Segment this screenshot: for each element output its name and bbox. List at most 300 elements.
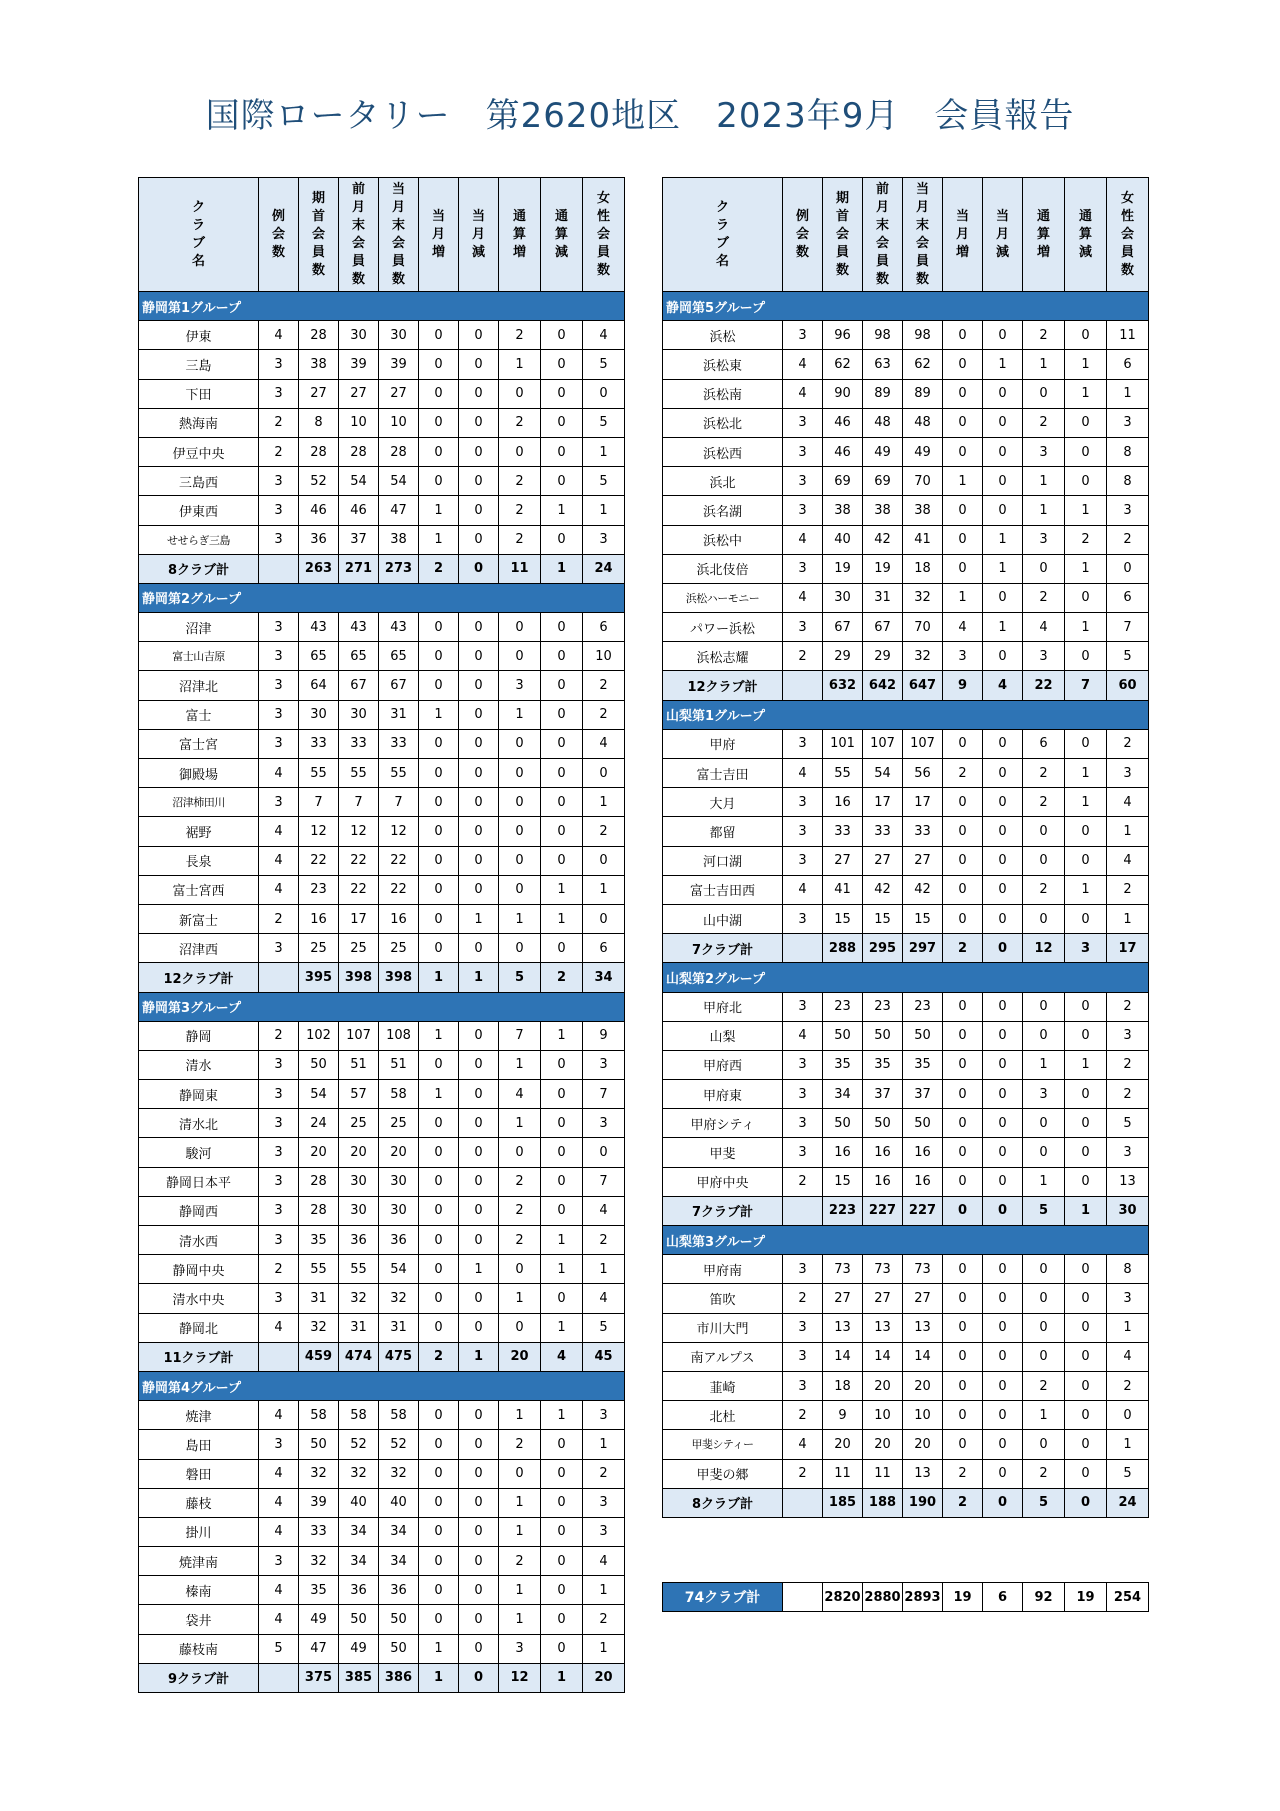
column-header: [139, 178, 259, 292]
value-cell: 0: [1065, 1459, 1107, 1488]
membership-table-right: [662, 177, 1149, 1518]
value-cell: 4: [259, 759, 299, 788]
club-name: 静岡日本平: [139, 1167, 259, 1196]
value-cell: 0: [943, 1050, 983, 1079]
value-cell: 0: [1023, 1021, 1065, 1050]
value-cell: 0: [459, 1196, 499, 1225]
value-cell: 7: [339, 788, 379, 817]
value-cell: 46: [339, 496, 379, 525]
club-name: 三島西: [139, 467, 259, 496]
value-cell: 36: [379, 1576, 419, 1605]
value-cell: 0: [983, 1021, 1023, 1050]
value-cell: 35: [299, 1576, 339, 1605]
subtotal-value: 0: [943, 1196, 983, 1225]
value-cell: 0: [1107, 554, 1149, 583]
value-cell: 9: [583, 1021, 625, 1050]
value-cell: 54: [299, 1080, 339, 1109]
value-cell: 0: [1107, 1401, 1149, 1430]
subtotal-value: 2: [541, 963, 583, 992]
value-cell: 0: [459, 613, 499, 642]
subtotal-value: 17: [1107, 934, 1149, 963]
value-cell: 1: [541, 904, 583, 933]
grand-total-value: 2880: [863, 1583, 903, 1612]
value-cell: 0: [943, 1430, 983, 1459]
value-cell: 48: [863, 408, 903, 437]
value-cell: 1: [1065, 1050, 1107, 1079]
value-cell: 1: [583, 437, 625, 466]
subtotal-value: 22: [1023, 671, 1065, 700]
table-row: [139, 934, 625, 963]
subtotal-value: 24: [1107, 1488, 1149, 1517]
value-cell: 55: [339, 759, 379, 788]
value-cell: 3: [783, 613, 823, 642]
club-name: 清水北: [139, 1109, 259, 1138]
value-cell: 50: [379, 1634, 419, 1663]
table-row: [139, 671, 625, 700]
column-header-label: 通算減: [1078, 208, 1092, 260]
column-header-label: クラブ名: [715, 199, 729, 269]
value-cell: 1: [499, 1517, 541, 1546]
value-cell: 40: [823, 525, 863, 554]
value-cell: 3: [783, 408, 823, 437]
value-cell: 2: [499, 496, 541, 525]
value-cell: 2: [783, 1401, 823, 1430]
value-cell: 0: [943, 846, 983, 875]
value-cell: 3: [259, 1080, 299, 1109]
value-cell: 0: [943, 1401, 983, 1430]
value-cell: 39: [379, 350, 419, 379]
value-cell: 37: [339, 525, 379, 554]
group-header-row: [139, 1371, 625, 1400]
value-cell: 30: [339, 1167, 379, 1196]
value-cell: 57: [339, 1080, 379, 1109]
value-cell: 48: [903, 408, 943, 437]
grand-total-value: 2820: [823, 1583, 863, 1612]
value-cell: 4: [259, 1576, 299, 1605]
subtotal-value: 1: [541, 1663, 583, 1692]
subtotal-value: 271: [339, 554, 379, 583]
value-cell: 10: [379, 408, 419, 437]
table-row: [139, 1196, 625, 1225]
value-cell: 13: [903, 1459, 943, 1488]
table-row: [139, 408, 625, 437]
value-cell: 1: [1023, 350, 1065, 379]
value-cell: 3: [583, 1109, 625, 1138]
value-cell: 0: [459, 788, 499, 817]
value-cell: 0: [541, 1634, 583, 1663]
table-row: [139, 817, 625, 846]
club-name: 静岡東: [139, 1080, 259, 1109]
subtotal-value: 263: [299, 554, 339, 583]
value-cell: 42: [863, 875, 903, 904]
column-header: [339, 178, 379, 292]
subtotal-value: [783, 1196, 823, 1225]
value-cell: 50: [339, 1605, 379, 1634]
value-cell: 0: [541, 350, 583, 379]
value-cell: 28: [379, 437, 419, 466]
table-row: [139, 1255, 625, 1284]
value-cell: 22: [299, 846, 339, 875]
table-row: [663, 437, 1149, 466]
subtotal-value: 1: [419, 963, 459, 992]
value-cell: 3: [259, 934, 299, 963]
value-cell: 5: [259, 1634, 299, 1663]
column-header: [983, 178, 1023, 292]
value-cell: 3: [783, 1313, 823, 1342]
value-cell: 2: [943, 1459, 983, 1488]
value-cell: 107: [863, 729, 903, 758]
club-name: 甲府シティ: [663, 1109, 783, 1138]
value-cell: 0: [419, 467, 459, 496]
club-name: 榛南: [139, 1576, 259, 1605]
value-cell: 7: [1107, 613, 1149, 642]
group-header-row: [139, 992, 625, 1021]
value-cell: 16: [823, 1138, 863, 1167]
column-header-label: 女性会員数: [596, 190, 610, 278]
column-header-label: 例会数: [271, 208, 285, 260]
table-row: [139, 1576, 625, 1605]
club-name: 浜名湖: [663, 496, 783, 525]
value-cell: 3: [1023, 642, 1065, 671]
value-cell: 32: [379, 1284, 419, 1313]
subtotal-value: 2: [419, 1342, 459, 1371]
value-cell: 1: [541, 1401, 583, 1430]
value-cell: 0: [983, 1371, 1023, 1400]
header-row: [663, 178, 1149, 292]
value-cell: 3: [259, 671, 299, 700]
value-cell: 0: [419, 1517, 459, 1546]
value-cell: 3: [259, 496, 299, 525]
value-cell: 50: [903, 1021, 943, 1050]
table-row: [663, 729, 1149, 758]
value-cell: 1: [499, 1284, 541, 1313]
club-name: 駿河: [139, 1138, 259, 1167]
value-cell: 36: [339, 1576, 379, 1605]
value-cell: 4: [259, 875, 299, 904]
group-header-row: [139, 583, 625, 612]
value-cell: 20: [823, 1430, 863, 1459]
table-row: [139, 1430, 625, 1459]
subtotal-label: 7クラブ計: [663, 1196, 783, 1225]
value-cell: 38: [379, 525, 419, 554]
value-cell: 12: [339, 817, 379, 846]
club-name: 浜松: [663, 321, 783, 350]
value-cell: 52: [339, 1430, 379, 1459]
value-cell: 0: [1023, 1109, 1065, 1138]
value-cell: 0: [459, 1430, 499, 1459]
value-cell: 30: [339, 321, 379, 350]
value-cell: 50: [823, 1109, 863, 1138]
table-row: [663, 613, 1149, 642]
value-cell: 2: [259, 1255, 299, 1284]
value-cell: 3: [259, 1050, 299, 1079]
value-cell: 31: [863, 583, 903, 612]
value-cell: 1: [541, 875, 583, 904]
value-cell: 4: [259, 1488, 299, 1517]
value-cell: 2: [1107, 992, 1149, 1021]
value-cell: 34: [823, 1080, 863, 1109]
value-cell: 0: [459, 1109, 499, 1138]
value-cell: 4: [259, 1401, 299, 1430]
value-cell: 2: [499, 1430, 541, 1459]
value-cell: 0: [541, 321, 583, 350]
value-cell: 4: [783, 759, 823, 788]
value-cell: 0: [983, 1342, 1023, 1371]
value-cell: 27: [379, 379, 419, 408]
value-cell: 0: [541, 642, 583, 671]
subtotal-value: 398: [379, 963, 419, 992]
value-cell: 1: [583, 875, 625, 904]
value-cell: 38: [823, 496, 863, 525]
value-cell: 0: [459, 1459, 499, 1488]
value-cell: 28: [339, 437, 379, 466]
club-name: 山中湖: [663, 904, 783, 933]
value-cell: 0: [459, 1021, 499, 1050]
club-name: 甲斐の郷: [663, 1459, 783, 1488]
table-row: [139, 904, 625, 933]
value-cell: 1: [983, 350, 1023, 379]
table-row: [663, 350, 1149, 379]
table-row: [663, 759, 1149, 788]
value-cell: 0: [1065, 583, 1107, 612]
value-cell: 0: [983, 846, 1023, 875]
value-cell: 8: [1107, 437, 1149, 466]
club-name: 甲府東: [663, 1080, 783, 1109]
value-cell: 4: [259, 1459, 299, 1488]
value-cell: 42: [903, 875, 943, 904]
value-cell: 102: [299, 1021, 339, 1050]
value-cell: 0: [541, 408, 583, 437]
subtotal-value: 185: [823, 1488, 863, 1517]
club-name: 河口湖: [663, 846, 783, 875]
subtotal-value: 4: [983, 671, 1023, 700]
value-cell: 2: [1023, 875, 1065, 904]
value-cell: 0: [1065, 321, 1107, 350]
value-cell: 6: [1107, 583, 1149, 612]
subtotal-value: 0: [983, 934, 1023, 963]
value-cell: 2: [1023, 1371, 1065, 1400]
value-cell: 3: [583, 525, 625, 554]
table-row: [139, 642, 625, 671]
value-cell: 1: [583, 1634, 625, 1663]
subtotal-value: 60: [1107, 671, 1149, 700]
value-cell: 0: [419, 642, 459, 671]
value-cell: 27: [823, 846, 863, 875]
value-cell: 28: [299, 437, 339, 466]
subtotal-row: [663, 1488, 1149, 1517]
club-name: 伊豆中央: [139, 437, 259, 466]
table-row: [663, 788, 1149, 817]
value-cell: 1: [1065, 350, 1107, 379]
value-cell: 0: [419, 1255, 459, 1284]
subtotal-value: 12: [499, 1663, 541, 1692]
value-cell: 0: [1023, 1284, 1065, 1313]
value-cell: 5: [583, 408, 625, 437]
value-cell: 1: [419, 1021, 459, 1050]
value-cell: 33: [299, 729, 339, 758]
value-cell: 39: [299, 1488, 339, 1517]
value-cell: 0: [459, 408, 499, 437]
value-cell: 0: [1065, 437, 1107, 466]
value-cell: 0: [541, 1284, 583, 1313]
value-cell: 0: [983, 1138, 1023, 1167]
subtotal-label: 9クラブ計: [139, 1663, 259, 1692]
value-cell: 0: [499, 1138, 541, 1167]
value-cell: 0: [1065, 1284, 1107, 1313]
value-cell: 4: [783, 525, 823, 554]
value-cell: 0: [419, 1605, 459, 1634]
value-cell: 0: [943, 554, 983, 583]
value-cell: 2: [783, 642, 823, 671]
group-header-row: [663, 963, 1149, 992]
value-cell: 23: [823, 992, 863, 1021]
subtotal-value: 474: [339, 1342, 379, 1371]
value-cell: 4: [1107, 1342, 1149, 1371]
value-cell: 0: [459, 729, 499, 758]
value-cell: 54: [339, 467, 379, 496]
value-cell: 0: [419, 613, 459, 642]
value-cell: 0: [583, 846, 625, 875]
subtotal-value: 24: [583, 554, 625, 583]
subtotal-value: [783, 671, 823, 700]
value-cell: 20: [903, 1430, 943, 1459]
club-name: 袋井: [139, 1605, 259, 1634]
value-cell: 0: [541, 1196, 583, 1225]
value-cell: 0: [541, 1488, 583, 1517]
subtotal-value: 1: [541, 554, 583, 583]
value-cell: 0: [943, 1167, 983, 1196]
value-cell: 0: [1023, 554, 1065, 583]
value-cell: 1: [1065, 554, 1107, 583]
value-cell: 3: [259, 1284, 299, 1313]
value-cell: 0: [499, 642, 541, 671]
value-cell: 3: [783, 788, 823, 817]
value-cell: 4: [583, 1196, 625, 1225]
value-cell: 41: [903, 525, 943, 554]
subtotal-value: 0: [983, 1196, 1023, 1225]
value-cell: 0: [983, 904, 1023, 933]
value-cell: 18: [823, 1371, 863, 1400]
value-cell: 3: [783, 729, 823, 758]
value-cell: 1: [541, 1255, 583, 1284]
value-cell: 0: [983, 1430, 1023, 1459]
value-cell: 4: [783, 1021, 823, 1050]
value-cell: 0: [499, 788, 541, 817]
column-header-label: 期首会員数: [311, 190, 325, 278]
value-cell: 0: [943, 1313, 983, 1342]
table-row: [139, 496, 625, 525]
grand-total-value: 19: [1065, 1583, 1107, 1612]
value-cell: 56: [903, 759, 943, 788]
value-cell: 0: [459, 1517, 499, 1546]
value-cell: 4: [783, 350, 823, 379]
value-cell: 19: [863, 554, 903, 583]
value-cell: 2: [499, 1547, 541, 1576]
value-cell: 3: [499, 1634, 541, 1663]
value-cell: 34: [379, 1517, 419, 1546]
table-row: [139, 1109, 625, 1138]
value-cell: 0: [1065, 1138, 1107, 1167]
value-cell: 30: [299, 700, 339, 729]
grand-total-value: [783, 1583, 823, 1612]
group-name: 山梨第2グループ: [663, 963, 1149, 992]
value-cell: 52: [299, 467, 339, 496]
value-cell: 20: [863, 1430, 903, 1459]
value-cell: 101: [823, 729, 863, 758]
value-cell: 49: [863, 437, 903, 466]
value-cell: 35: [863, 1050, 903, 1079]
value-cell: 2: [583, 1459, 625, 1488]
value-cell: 8: [299, 408, 339, 437]
value-cell: 5: [583, 350, 625, 379]
value-cell: 2: [1065, 525, 1107, 554]
value-cell: 0: [943, 437, 983, 466]
value-cell: 0: [419, 1576, 459, 1605]
column-header-label: 当月減: [995, 208, 1009, 260]
value-cell: 3: [1023, 525, 1065, 554]
subtotal-value: 3: [1065, 934, 1107, 963]
value-cell: 65: [379, 642, 419, 671]
subtotal-value: 386: [379, 1663, 419, 1692]
value-cell: 2: [1107, 525, 1149, 554]
value-cell: 50: [379, 1605, 419, 1634]
table-row: [139, 613, 625, 642]
value-cell: 20: [903, 1371, 943, 1400]
value-cell: 0: [419, 875, 459, 904]
value-cell: 3: [259, 700, 299, 729]
value-cell: 0: [459, 321, 499, 350]
club-name: 御殿場: [139, 759, 259, 788]
subtotal-row: [139, 554, 625, 583]
value-cell: 16: [379, 904, 419, 933]
value-cell: 3: [783, 846, 823, 875]
value-cell: 2: [1107, 1080, 1149, 1109]
value-cell: 1: [1023, 467, 1065, 496]
value-cell: 3: [783, 1050, 823, 1079]
value-cell: 4: [259, 846, 299, 875]
club-name: 甲府南: [663, 1255, 783, 1284]
value-cell: 0: [541, 437, 583, 466]
value-cell: 23: [299, 875, 339, 904]
group-name: 静岡第5グループ: [663, 292, 1149, 321]
value-cell: 0: [499, 379, 541, 408]
value-cell: 20: [863, 1371, 903, 1400]
club-name: 藤枝: [139, 1488, 259, 1517]
value-cell: 4: [259, 321, 299, 350]
value-cell: 0: [541, 846, 583, 875]
value-cell: 7: [299, 788, 339, 817]
table-row: [139, 1167, 625, 1196]
value-cell: 0: [419, 1313, 459, 1342]
club-name: 焼津: [139, 1401, 259, 1430]
value-cell: 3: [583, 1050, 625, 1079]
value-cell: 2: [1107, 875, 1149, 904]
subtotal-value: 227: [863, 1196, 903, 1225]
value-cell: 1: [1023, 496, 1065, 525]
value-cell: 2: [259, 408, 299, 437]
value-cell: 0: [541, 1080, 583, 1109]
value-cell: 0: [1065, 817, 1107, 846]
value-cell: 10: [863, 1401, 903, 1430]
value-cell: 0: [943, 321, 983, 350]
value-cell: 96: [823, 321, 863, 350]
value-cell: 0: [1065, 729, 1107, 758]
value-cell: 3: [259, 729, 299, 758]
value-cell: 73: [903, 1255, 943, 1284]
membership-table-left: [138, 177, 625, 1693]
value-cell: 49: [903, 437, 943, 466]
club-name: 浜北: [663, 467, 783, 496]
